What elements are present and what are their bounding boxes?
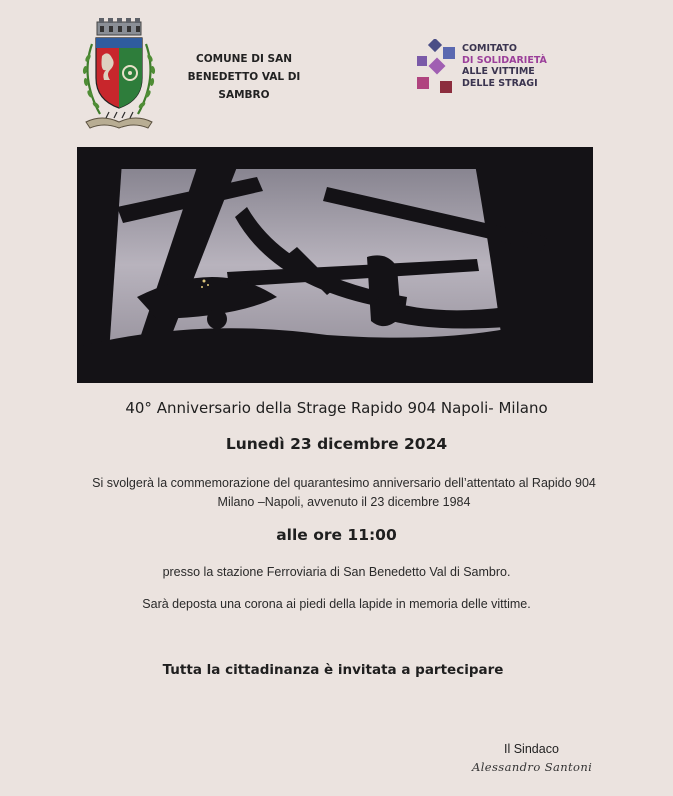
- signature-role: Il Sindaco: [504, 742, 559, 756]
- comitato-logo-icon: [416, 39, 458, 95]
- comitato-prefix: DI: [462, 54, 477, 66]
- event-place: presso la stazione Ferroviaria di San Benedetto Val di Sambro.: [162, 565, 511, 579]
- comitato-name-line: ALLE VITTIME: [462, 66, 535, 77]
- municipality-name-line: SAMBRO: [218, 89, 270, 101]
- comitato-name-line: DELLE STRAGI: [462, 77, 538, 89]
- comitato-name: [462, 43, 547, 89]
- event-wreath-note: Sarà deposta una corona ai piedi della lapide in memoria delle vittime.: [142, 597, 531, 611]
- municipal-crest-icon: [78, 18, 160, 132]
- municipality-name-line: COMUNE DI SAN: [196, 53, 292, 65]
- event-invitation: Tutta la cittadinanza è invitata a partecipare: [162, 662, 504, 678]
- comitato-name-line: COMITATO: [462, 43, 517, 54]
- event-time: alle ore 11:00: [276, 526, 397, 544]
- monument-silhouette-photo: [77, 147, 593, 383]
- comitato-name-line: SOLIDARIETÀ: [476, 54, 547, 66]
- signature-name: Alessandro Santoni: [472, 760, 593, 774]
- event-description: [60, 474, 628, 512]
- event-description-line: Milano –Napoli, avvenuto il 23 dicembre 1984: [217, 495, 471, 509]
- event-description-line: Si svolgerà la commemorazione del quarantesimo anniversario dell’attentato al Rapido 904: [92, 476, 596, 490]
- municipality-name: [180, 50, 308, 104]
- municipality-name-line: BENEDETTO VAL DI: [187, 71, 301, 83]
- event-title: 40° Anniversario della Strage Rapido 904 Napoli- Milano: [125, 399, 548, 417]
- event-date: Lunedì 23 dicembre 2024: [225, 435, 448, 453]
